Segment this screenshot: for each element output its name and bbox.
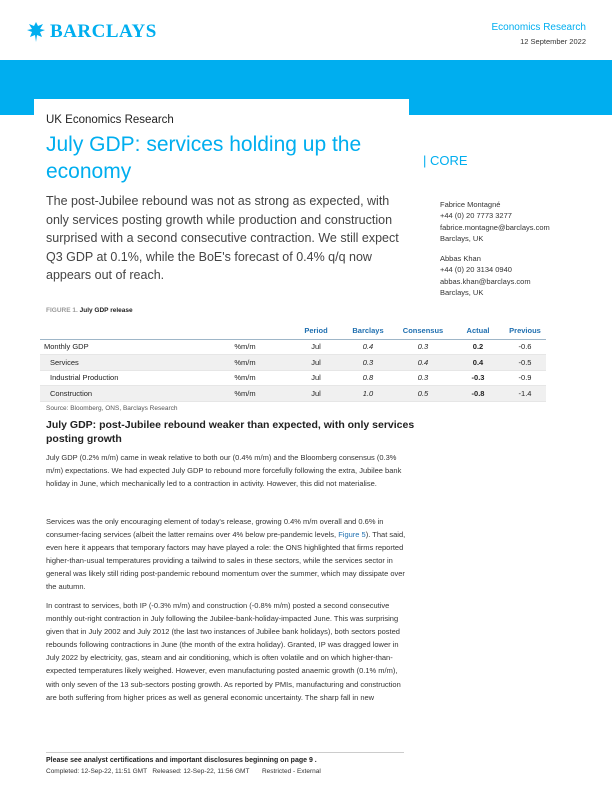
- core-label: | CORE: [423, 153, 468, 168]
- header-band: [0, 60, 612, 99]
- report-header: [492, 22, 586, 46]
- actual-cell: 0.2: [452, 339, 504, 355]
- table-row: [40, 339, 546, 355]
- unit-cell: %m/m: [200, 386, 290, 402]
- previous-cell: -0.9: [504, 370, 546, 386]
- paragraph: July GDP (0.2% m/m) came in weak relative to both our (0.4% m/m) and the Bloomberg consensus (0.3% m/m) expectations. We had expected July GDP to rebound more forcefully following the extra, Jubilee bank holiday in June, which mechanically led to a contraction in activity. However, this did not materialise.: [46, 453, 402, 489]
- consensus-cell: 0.3: [394, 339, 452, 355]
- column-header: Consensus: [394, 322, 452, 339]
- previous-cell: -1.4: [504, 386, 546, 402]
- figure-source: Source: Bloomberg, ONS, Barclays Research: [46, 405, 178, 412]
- analyst-card: [440, 199, 550, 244]
- barclays-cell: 0.8: [342, 370, 394, 386]
- unit-cell: %m/m: [200, 370, 290, 386]
- analyst-location: Barclays, UK: [440, 287, 484, 297]
- paragraph: [46, 515, 406, 594]
- analyst-name: Abbas Khan: [440, 254, 481, 263]
- paragraph-text: Services was the only encouraging element of today's release, growing 0.4% m/m overall and 0.6% in consumer-facing services (albeit the latter remains over 4% below pre-pandemic levels,: [46, 517, 384, 540]
- period-cell: Jul: [290, 370, 342, 386]
- consensus-cell: 0.3: [394, 370, 452, 386]
- period-cell: Jul: [290, 339, 342, 355]
- footer-divider: [46, 752, 404, 753]
- column-header: Actual: [452, 322, 504, 339]
- kicker: UK Economics Research: [46, 114, 174, 126]
- row-label: Monthly GDP: [40, 339, 200, 355]
- lede: The post-Jubilee rebound was not as strong as expected, with only services posting growth while production and construction surprised with a second consecutive contraction. We still expect Q3 GDP at 0.1%, while the BoE's forecast of 0.4% q/q now appears out of reach.: [46, 194, 399, 282]
- previous-cell: -0.5: [504, 355, 546, 371]
- analyst-phone: +44 (0) 20 7773 3277: [440, 211, 512, 221]
- page-title: July GDP: services holding up the economy: [46, 133, 362, 183]
- report-date: 12 September 2022: [520, 37, 586, 46]
- period-cell: Jul: [290, 386, 342, 402]
- band-edge-right: [409, 99, 612, 115]
- brand-wordmark: BARCLAYS: [50, 21, 157, 42]
- unit-cell: %m/m: [200, 339, 290, 355]
- analyst-email[interactable]: fabrice.montagne@barclays.com: [440, 222, 550, 232]
- barclays-logo: [26, 21, 157, 43]
- section-label: Economics Research: [491, 22, 586, 33]
- disclosure-note: Please see analyst certifications and important disclosures beginning on page 9 .: [46, 757, 317, 764]
- analyst-name: Fabrice Montagné: [440, 200, 501, 209]
- row-label: Construction: [40, 386, 200, 402]
- release-meta: Completed: 12-Sep-22, 11:51 GMT Released: 12-Sep-22, 11:56 GMT Restricted - External: [46, 768, 321, 775]
- column-header: [200, 322, 290, 339]
- section-heading: July GDP: post-Jubilee rebound weaker than expected, with only services posting growth: [46, 419, 415, 445]
- eagle-icon: [26, 21, 46, 43]
- paragraph-text: ). That said, even here it appears that temporary factors may have played a role: the ONS highlighted that firms reported higher-than-usual temperatures providing a tailwind to sales in these sectors, while the services sector in general was likely still riding post-pandemic rebound momentum over the summer, which may dissipate over the autumn.: [46, 530, 406, 592]
- unit-cell: %m/m: [200, 355, 290, 371]
- actual-cell: 0.4: [452, 355, 504, 371]
- barclays-cell: 0.4: [342, 339, 394, 355]
- barclays-cell: 0.3: [342, 355, 394, 371]
- previous-cell: -0.6: [504, 339, 546, 355]
- paragraph: In contrast to services, both IP (-0.3% m/m) and construction (-0.8% m/m) posted a second consecutive monthly out-right contraction in July following the Jubilee-bank-holiday-impacted June. This was surprising given that in July 2002 and July 2012 (the last two instances of Jubilee bank holidays), both sectors posted rebounds following contractions in June (the month of the extra holiday). Granted, IP was dragged lower in July 2022 by electricity, gas, steam and air conditioning, which is often volatile and on which higher-than-expected temperatures likely weighed. However, even manufacturing posted anaemic growth (0.1% m/m), with only seven of the 13 sub-sectors posting growth. As reported by PMIs, manufacturing and construction are both suffering from higher prices as well as general economic uncertainty. The sharp fall in new: [46, 601, 401, 702]
- table-header-row: [40, 322, 546, 339]
- consensus-cell: 0.4: [394, 355, 452, 371]
- column-header: Barclays: [342, 322, 394, 339]
- period-cell: Jul: [290, 355, 342, 371]
- table-row: [40, 370, 546, 386]
- table-row: [40, 386, 546, 402]
- barclays-cell: 1.0: [342, 386, 394, 402]
- consensus-cell: 0.5: [394, 386, 452, 402]
- column-header: Period: [290, 322, 342, 339]
- figure-number: FIGURE 1.: [46, 307, 78, 314]
- actual-cell: -0.8: [452, 386, 504, 402]
- column-header: Previous: [504, 322, 546, 339]
- band-edge-left: [0, 99, 34, 115]
- gdp-table: [40, 322, 546, 402]
- figure-label: [46, 307, 133, 314]
- row-label: Services: [40, 355, 200, 371]
- column-header: [40, 322, 200, 339]
- analyst-card: [440, 253, 531, 298]
- table-row: [40, 355, 546, 371]
- row-label: Industrial Production: [40, 370, 200, 386]
- figure-link[interactable]: Figure 5: [338, 530, 366, 540]
- analyst-location: Barclays, UK: [440, 233, 484, 243]
- actual-cell: -0.3: [452, 370, 504, 386]
- analyst-email[interactable]: abbas.khan@barclays.com: [440, 276, 531, 286]
- analyst-phone: +44 (0) 20 3134 0940: [440, 265, 512, 275]
- figure-title: July GDP release: [79, 307, 133, 314]
